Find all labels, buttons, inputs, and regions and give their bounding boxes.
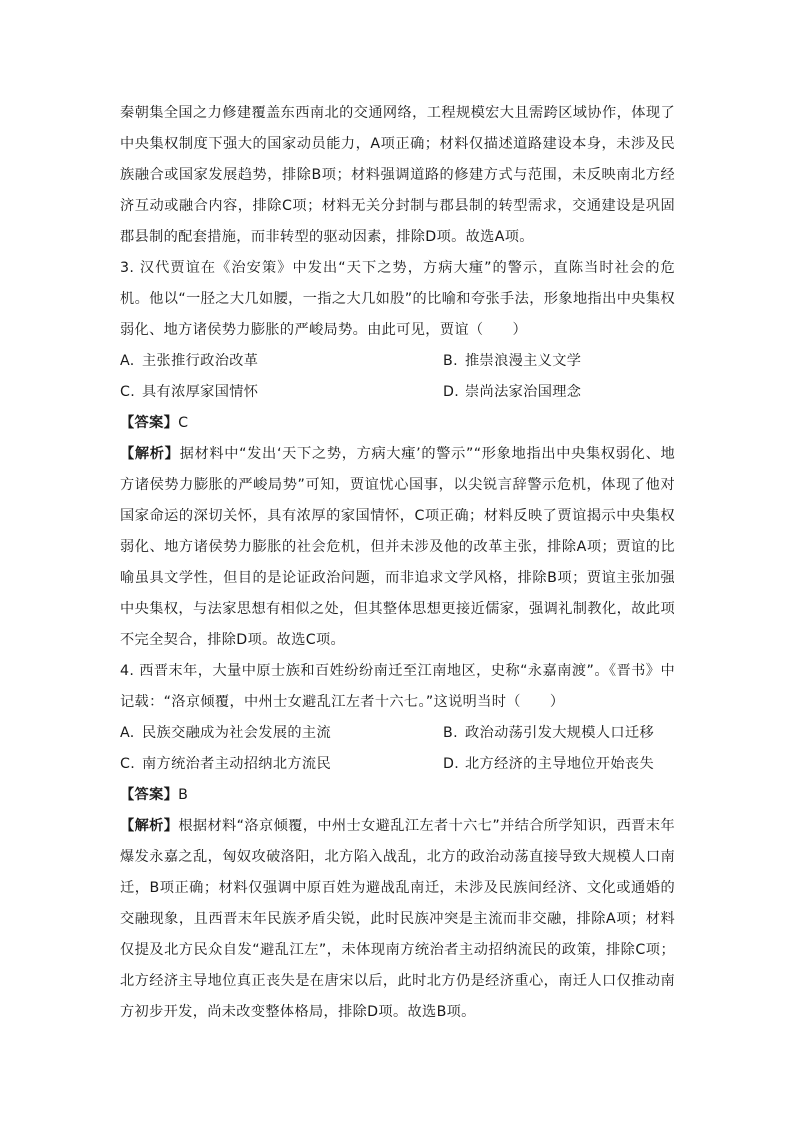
option-a bbox=[120, 346, 443, 377]
previous-analysis-continuation: 秦朝集全国之力修建覆盖东西南北的交通网络，工程规模宏大且需跨区域协作，体现了中央集权制度下强大的国家动员能力，A项正确；材料仅描述道路建设本身，未涉及民族融合或国家发展趋势，排除B项；材料强调道路的修建方式与范围，未反映南北方经济互动或融合内容，排除C项；材料无关分封制与郡县制的转型需求，交通建设是巩固郡县制的配套措施，而非转型的驱动因素，排除D项。故选A项。 bbox=[120, 105, 675, 245]
option-letter: A. bbox=[120, 725, 135, 741]
option-d bbox=[443, 749, 675, 780]
analysis-tag: 【解析】 bbox=[120, 818, 179, 834]
analysis-text: 据材料中“发出‘天下之势，方病大瘇’的警示”“形象地指出中央集权弱化、地方诸侯势力膨胀的严峻局势”可知，贾谊忧心国事，以尖锐言辞警示危机，体现了他对国家命运的深切关怀，具有浓厚的家国情怀，C项正确；材料反映了贾谊揭示中央集权弱化、地方诸侯势力膨胀的社会危机，但并未涉及他的改革主张，排除A项；贾谊的比喻虽具文学性，但目的是论证政治问题，而非追求文学风格，排除B项；贾谊主张加强中央集权，与法家思想有相似之处，但其整体思想更接近儒家，强调礼制教化，故此项不完全契合，排除D项。故选C项。 bbox=[120, 446, 675, 648]
option-c bbox=[120, 377, 443, 408]
option-text: 北方经济的主导地位开始丧失 bbox=[465, 756, 654, 772]
option-text: 推崇浪漫主义文学 bbox=[465, 353, 582, 369]
option-text: 具有浓厚家国情怀 bbox=[142, 384, 259, 400]
option-a bbox=[120, 718, 443, 749]
answer-value: B bbox=[178, 787, 189, 803]
page-content bbox=[120, 98, 675, 1028]
options-list bbox=[120, 718, 675, 780]
option-text: 主张推行政治改革 bbox=[142, 353, 259, 369]
option-letter: D. bbox=[443, 384, 460, 400]
option-text: 崇尚法家治国理念 bbox=[465, 384, 582, 400]
question-stem: 4. 西晋末年，大量中原士族和百姓纷纷南迁至江南地区，史称“永嘉南渡”。《晋书》中记载：“洛京倾覆，中州士女避乱江左者十六七。”这说明当时（ ） bbox=[120, 663, 675, 710]
question-4 bbox=[120, 656, 675, 1028]
option-c bbox=[120, 749, 443, 780]
answer-value: C bbox=[178, 415, 189, 431]
question-3 bbox=[120, 253, 675, 656]
analysis-tag: 【解析】 bbox=[120, 446, 180, 462]
option-letter: C. bbox=[120, 756, 136, 772]
option-letter: A. bbox=[120, 353, 135, 369]
option-letter: B. bbox=[443, 353, 458, 369]
option-b bbox=[443, 346, 675, 377]
options-list bbox=[120, 346, 675, 408]
answer-line bbox=[120, 408, 675, 439]
option-letter: C. bbox=[120, 384, 136, 400]
option-text: 政治动荡引发大规模人口迁移 bbox=[465, 725, 654, 741]
analysis-paragraph bbox=[120, 811, 675, 1028]
analysis-text: 根据材料“洛京倾覆，中州士女避乱江左者十六七”并结合所学知识，西晋末年爆发永嘉之乱，匈奴攻破洛阳，北方陷入战乱，北方的政治动荡直接导致大规模人口南迁，B项正确；材料仅强调中原百姓为避战乱南迁，未涉及民族间经济、文化或通婚的交融现象，且西晋末年民族矛盾尖锐，此时民族冲突是主流而非交融，排除A项；材料仅提及北方民众自发“避乱江左”，未体现南方统治者主动招纳流民的政策，排除C项；北方经济主导地位真正丧失是在唐宋以后，此时北方仍是经济重心，南迁人口仅推动南方初步开发，尚未改变整体格局，排除D项。故选B项。 bbox=[120, 818, 676, 1020]
answer-tag: 【答案】 bbox=[120, 787, 179, 803]
option-text: 南方统治者主动招纳北方流民 bbox=[142, 756, 331, 772]
option-letter: D. bbox=[443, 756, 460, 772]
option-letter: B. bbox=[443, 725, 458, 741]
question-stem: 3. 汉代贾谊在《治安策》中发出“天下之势，方病大瘇”的警示，直陈当时社会的危机。他以“一胫之大几如腰，一指之大几如股”的比喻和夸张手法，形象地指出中央集权弱化、地方诸侯势力膨胀的严峻局势。由此可见，贾谊（ ） bbox=[120, 260, 675, 338]
option-b bbox=[443, 718, 675, 749]
analysis-paragraph bbox=[120, 439, 675, 656]
option-d bbox=[443, 377, 675, 408]
option-text: 民族交融成为社会发展的主流 bbox=[142, 725, 331, 741]
answer-line bbox=[120, 780, 675, 811]
answer-tag: 【答案】 bbox=[120, 415, 179, 431]
